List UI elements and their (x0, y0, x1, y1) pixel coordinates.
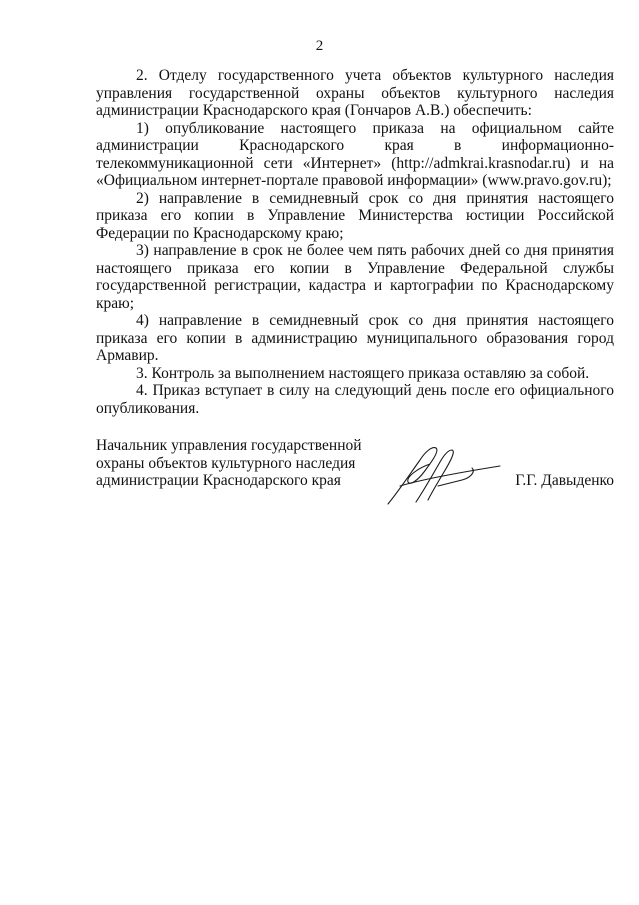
paragraph-subitem-3: 3) направление в срок не более чем пять рабочих дней со дня принятия настоящего приказа его копии в Управление Федеральной службы государственной регистрации, кадастра и картографии по Краснодарскому краю; (96, 242, 614, 312)
document-body (96, 67, 614, 417)
paragraph-item-2: 2. Отделу государственного учета объектов культурного наследия управления государственной охраны объектов культурного наследия администрации Краснодарского края (Гончаров А.В.) обеспечить: (96, 67, 614, 119)
page-number: 2 (315, 38, 324, 54)
signatory-title-line: охраны объектов культурного наследия (96, 454, 356, 472)
paragraph-item-4: 4. Приказ вступает в силу на следующий день после его официального опубликования. (96, 382, 614, 417)
signatory-title-line: администрации Краснодарского края (96, 472, 341, 489)
paragraph-item-3: 3. Контроль за выполнением настоящего приказа оставляю за собой. (136, 364, 590, 382)
signatory-title-line: Начальник управления государственной (96, 437, 362, 454)
signatory-name: Г.Г. Давыденко (515, 472, 614, 489)
paragraph-subitem-1: 1) опубликование настоящего приказа на официальном сайте администрации Краснодарского края в информационно-телекоммуникационной сети «Интернет» (http://admkrai.krasnodar.ru) и на «Официальном интернет-портале правовой информации» (www.pravo.gov.ru); (96, 119, 614, 189)
paragraph-subitem-2: 2) направление в семидневный срок со дня принятия настоящего приказа его копии в Управление Министерства юстиции Российской Федерации по Краснодарскому краю; (96, 189, 614, 242)
signature-block (96, 437, 614, 507)
signatory-title (96, 437, 386, 490)
handwritten-signature (380, 442, 505, 507)
paragraph-subitem-4: 4) направление в семидневный срок со дня принятия настоящего приказа его копии в администрацию муниципального образования город Армавир. (96, 312, 614, 364)
